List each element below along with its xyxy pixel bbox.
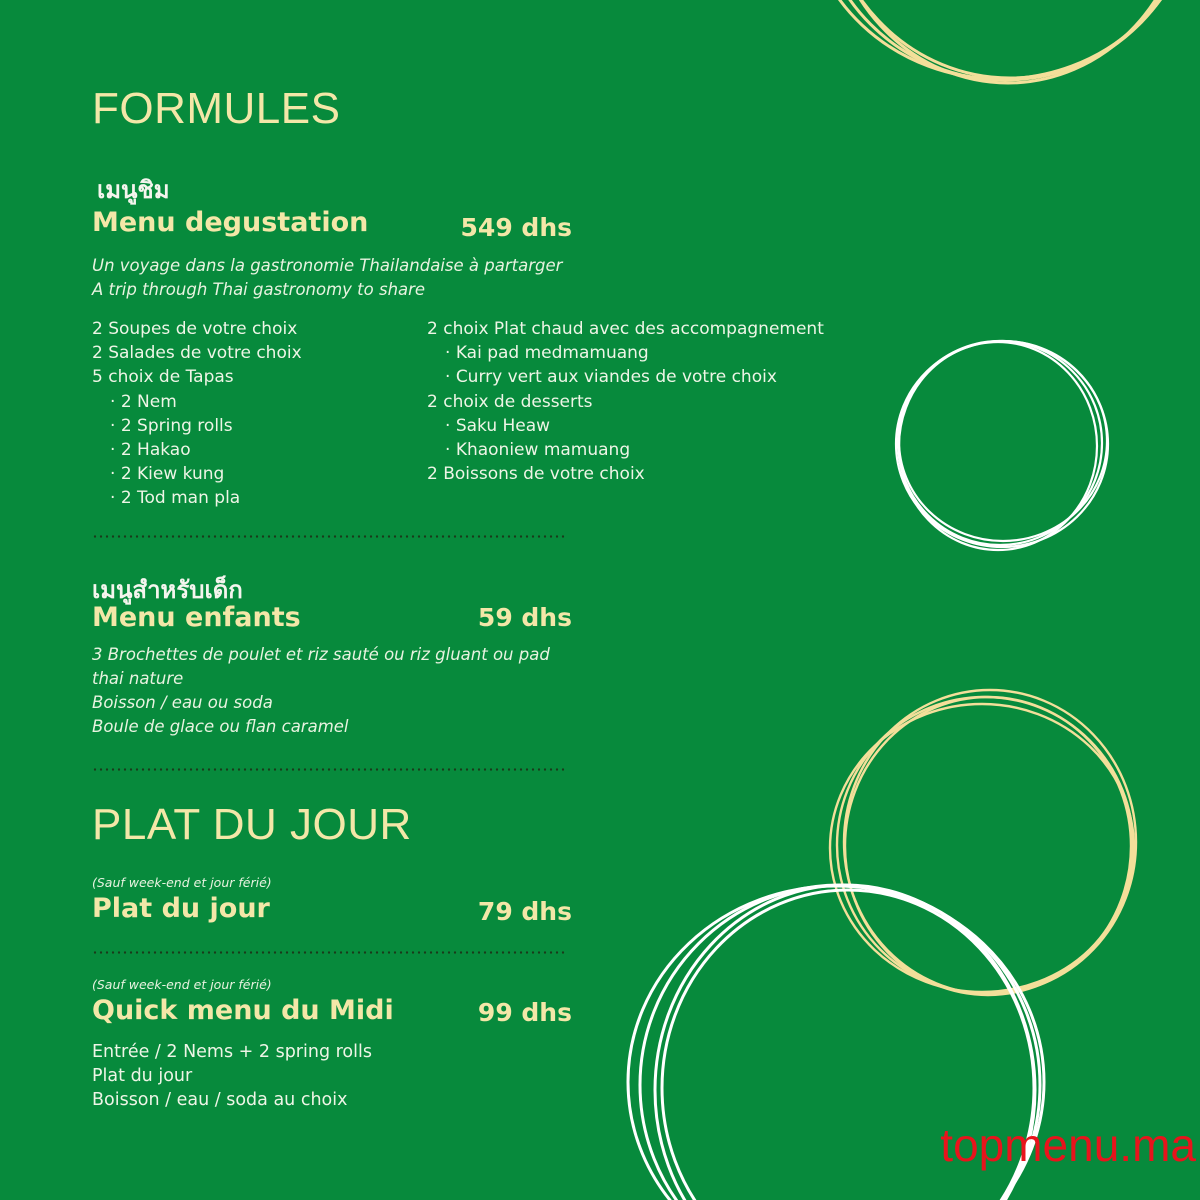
list-item: Entrée / 2 Nems + 2 spring rolls [92,1042,372,1062]
gold-ring-top-icon [805,0,1196,83]
description-line: Un voyage dans la gastronomie Thailandaise à partarger [92,256,563,275]
dotted-divider [92,535,566,538]
price-plat-du-jour: 79 dhs [477,897,572,926]
watermark: topmenu.ma [940,1119,1196,1171]
list-item: 2 Salades de votre choix [92,343,302,364]
list-item: 5 choix de Tapas [92,367,234,388]
description-line: 3 Brochettes de poulet et riz sauté ou riz gluant ou pad [92,645,550,664]
quick-menu-items [92,1040,372,1112]
note-quick: (Sauf week-end et jour férié) [92,977,272,992]
item-title-degustation: Menu degustation [92,207,369,238]
list-item: · Khaoniew mamuang [427,438,824,462]
price-degustation: 549 dhs [460,213,572,242]
description-line: thai nature [92,669,184,688]
list-item: · Curry vert aux viandes de votre choix [427,365,824,389]
list-item: 2 Soupes de votre choix [92,319,298,339]
dotted-divider [92,951,566,954]
list-item: · 2 Nem [92,390,302,414]
item-title-enfants: Menu enfants [92,602,301,633]
description-enfants [92,643,550,739]
list-item: · 2 Tod man pla [92,486,302,510]
white-ring-right-icon [896,341,1108,550]
dotted-divider [92,768,566,771]
list-item: · 2 Hakao [92,438,302,462]
section-title-plat-du-jour: PLAT DU JOUR [92,800,412,849]
thai-title-enfants: เมนูสำหรับเด็ก [92,576,243,604]
description-line: Boisson / eau ou soda [92,693,273,712]
list-item: · Kai pad medmamuang [427,341,824,365]
list-item: · 2 Spring rolls [92,414,302,438]
list-item: · 2 Kiew kung [92,462,302,486]
list-item: Plat du jour [92,1066,193,1086]
item-title-quick-menu: Quick menu du Midi [92,995,394,1026]
list-item: · Saku Heaw [427,414,824,438]
price-enfants: 59 dhs [477,603,572,632]
thai-title-degustation: เมนูชิม [97,176,170,204]
degustation-left-list [92,317,302,511]
note-plat: (Sauf week-end et jour férié) [92,875,272,890]
list-item: 2 choix Plat chaud avec des accompagnement [427,319,824,339]
list-item: 2 choix de desserts [427,391,593,412]
description-degustation [92,254,562,302]
description-line: Boule de glace ou flan caramel [92,717,349,736]
gold-ring-bottom-icon [830,690,1136,995]
degustation-right-list [427,317,824,486]
list-item: Boisson / eau / soda au choix [92,1090,348,1110]
description-line: A trip through Thai gastronomy to share [92,280,426,299]
item-title-plat-du-jour: Plat du jour [92,893,270,924]
price-quick-menu: 99 dhs [477,998,572,1027]
section-title-formules: FORMULES [92,84,341,133]
list-item: 2 Boissons de votre choix [427,464,645,485]
